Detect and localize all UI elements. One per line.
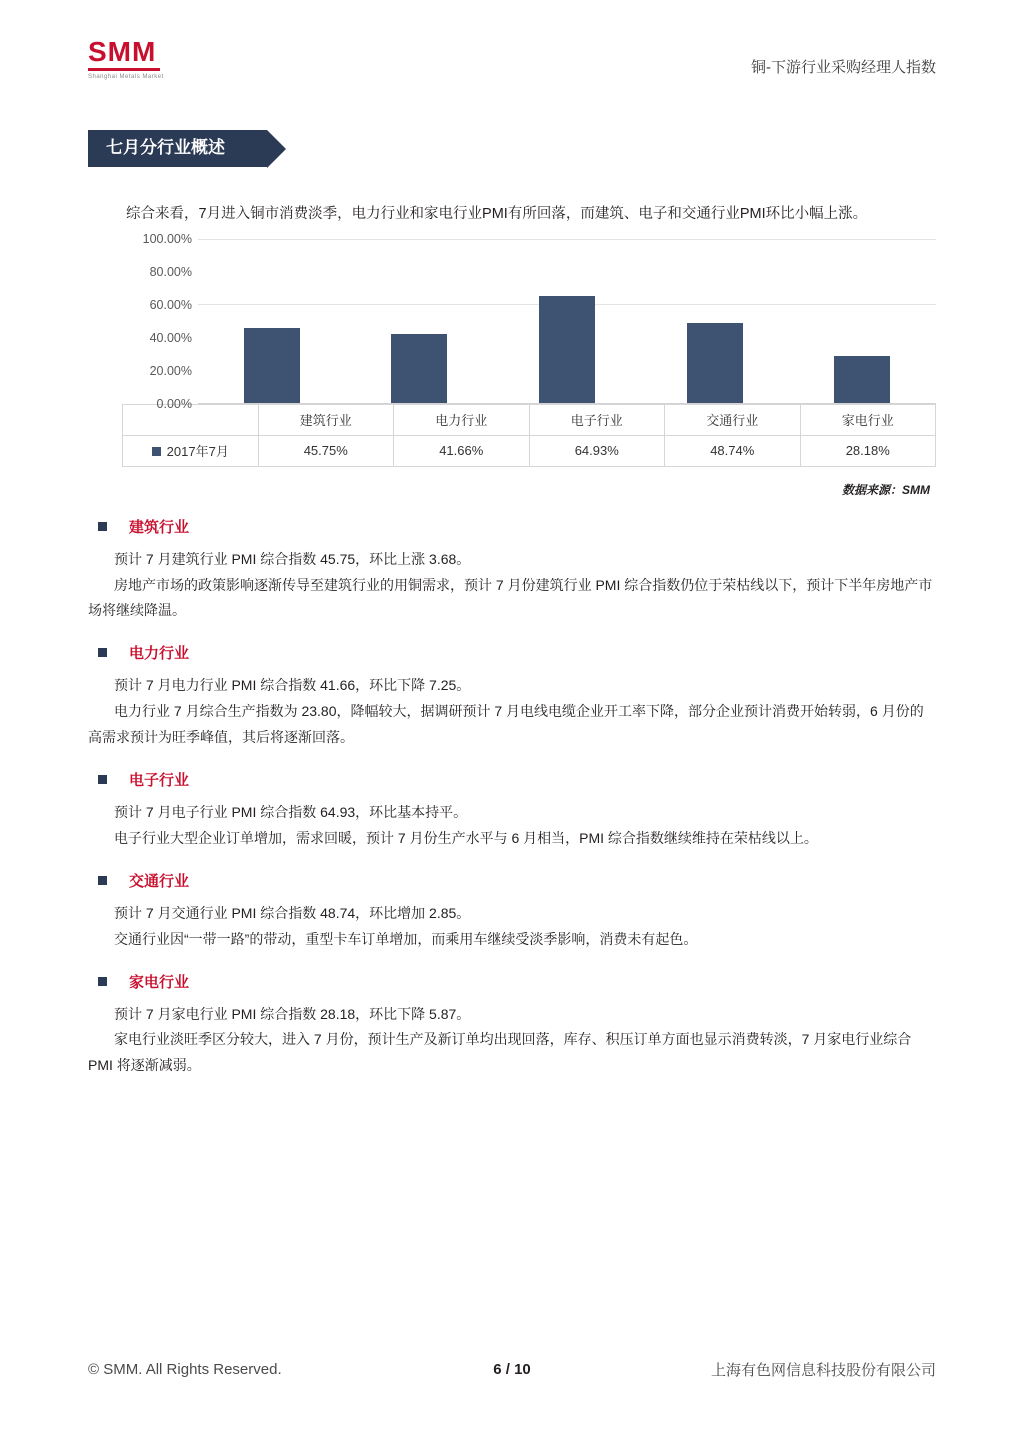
chart-legend [123, 435, 259, 466]
chart-data-table [122, 404, 936, 467]
value-construction: 45.75% [258, 435, 394, 466]
section-appliance [88, 971, 936, 1080]
y-tick-0: 0.00% [156, 396, 192, 411]
page-footer [88, 1359, 936, 1380]
square-bullet-icon [98, 522, 107, 531]
bar-cell-electronics [493, 239, 641, 403]
legend-swatch-icon [152, 447, 161, 456]
legend-label: 2017年7月 [166, 444, 229, 460]
section-paragraph: 电力行业 7 月综合生产指数为 23.80，降幅较大，据调研预计 7 月电线电缆企业开工率下降，部分企业预计消费开始转弱，6 月份的高需求预计为旺季峰值，其后将逐渐回落。 [88, 703, 924, 746]
bar-cell-transport [641, 239, 789, 403]
chart-plot-area [122, 231, 936, 411]
section-paragraph: 预计 7 月电力行业 PMI 综合指数 41.66，环比下降 7.25。 [114, 677, 471, 694]
chart-y-axis [122, 231, 198, 411]
bar-transport [687, 323, 743, 403]
y-tick-20: 20.00% [149, 363, 192, 378]
bar-appliance [834, 356, 890, 402]
section-paragraph: 交通行业因“一带一路”的带动，重型卡车订单增加，而乘用车继续受淡季影响，消费未有起色。 [114, 930, 698, 947]
section-title: 家电行业 [129, 973, 190, 991]
logo-underline [88, 68, 160, 71]
section-title: 建筑行业 [129, 518, 190, 536]
value-electronics: 64.93% [529, 435, 665, 466]
category-appliance: 家电行业 [800, 404, 936, 435]
section-paragraph: 预计 7 月建筑行业 PMI 综合指数 45.75，环比上涨 3.68。 [114, 550, 471, 567]
chart-category-row [123, 404, 936, 435]
value-appliance: 28.18% [800, 435, 936, 466]
section-power [88, 642, 936, 751]
page-header [88, 0, 936, 116]
footer-page-number: 6 / 10 [493, 1361, 531, 1378]
section-title: 电子行业 [129, 771, 190, 789]
footer-company: 上海有色网信息科技股份有限公司 [710, 1362, 936, 1379]
section-title: 交通行业 [129, 872, 190, 890]
chart-source-note: 数据来源：SMM [842, 482, 930, 497]
section-banner: 七月分行业概述 [88, 130, 267, 167]
bar-cell-appliance [788, 239, 936, 403]
section-heading [88, 516, 936, 537]
section-body [88, 1002, 936, 1080]
category-transport: 交通行业 [665, 404, 801, 435]
bar-power [391, 334, 447, 402]
value-transport: 48.74% [665, 435, 801, 466]
section-body [88, 800, 936, 852]
section-paragraph: 家电行业淡旺季区分较大，进入 7 月份，预计生产及新订单均出现回落，库存、积压订单方面也显示消费转淡，7 月家电行业综合 PMI 将逐渐减弱。 [88, 1031, 912, 1074]
bar-electronics [539, 296, 595, 402]
square-bullet-icon [98, 648, 107, 657]
footer-copyright: © SMM. All Rights Reserved. [88, 1361, 282, 1378]
section-heading [88, 642, 936, 663]
industry-sections [88, 516, 936, 1080]
section-paragraph: 预计 7 月交通行业 PMI 综合指数 48.74，环比增加 2.85。 [114, 904, 471, 921]
square-bullet-icon [98, 775, 107, 784]
section-body [88, 673, 936, 751]
square-bullet-icon [98, 876, 107, 885]
section-heading [88, 769, 936, 790]
y-tick-40: 40.00% [149, 330, 192, 345]
smm-logo [88, 38, 228, 80]
category-power: 电力行业 [394, 404, 530, 435]
section-paragraph: 预计 7 月电子行业 PMI 综合指数 64.93，环比基本持平。 [114, 803, 468, 820]
section-transport [88, 870, 936, 953]
category-construction: 建筑行业 [258, 404, 394, 435]
square-bullet-icon [98, 977, 107, 986]
logo-wordmark: SMM [88, 36, 157, 67]
logo-subtitle: Shanghai Metals Market [88, 74, 164, 80]
y-tick-80: 80.00% [149, 264, 192, 279]
section-heading [88, 870, 936, 891]
chart-bar-group [198, 239, 936, 403]
section-electronics [88, 769, 936, 852]
section-body [88, 901, 936, 953]
chart-value-row [123, 435, 936, 466]
header-title: 铜-下游行业采购经理人指数 [751, 59, 936, 76]
section-title: 电力行业 [129, 645, 190, 663]
bar-cell-power [346, 239, 494, 403]
bar-cell-construction [198, 239, 346, 403]
pmi-chart [88, 231, 936, 498]
section-paragraph: 房地产市场的政策影响逐渐传导至建筑行业的用铜需求，预计 7 月份建筑行业 PMI 综合指数仍位于荣枯线以下，预计下半年房地产市场将继续降温。 [88, 576, 933, 619]
section-paragraph: 预计 7 月家电行业 PMI 综合指数 28.18，环比下降 5.87。 [114, 1005, 471, 1022]
chart-bars-region [198, 239, 936, 404]
bar-construction [244, 328, 300, 403]
section-paragraph: 电子行业大型企业订单增加，需求回暖，预计 7 月份生产水平与 6 月相当，PMI 综合指数继续维持在荣枯线以上。 [114, 829, 818, 846]
section-banner-wrap [88, 130, 936, 168]
y-tick-60: 60.00% [149, 297, 192, 312]
section-heading [88, 971, 936, 992]
intro-paragraph: 综合来看，7月进入铜市消费淡季，电力行业和家电行业PMI有所回落，而建筑、电子和交通行业PMI环比小幅上涨。 [126, 206, 868, 222]
y-tick-100: 100.00% [142, 231, 192, 246]
category-electronics: 电子行业 [529, 404, 665, 435]
section-body [88, 547, 936, 625]
value-power: 41.66% [394, 435, 530, 466]
section-construction [88, 516, 936, 625]
